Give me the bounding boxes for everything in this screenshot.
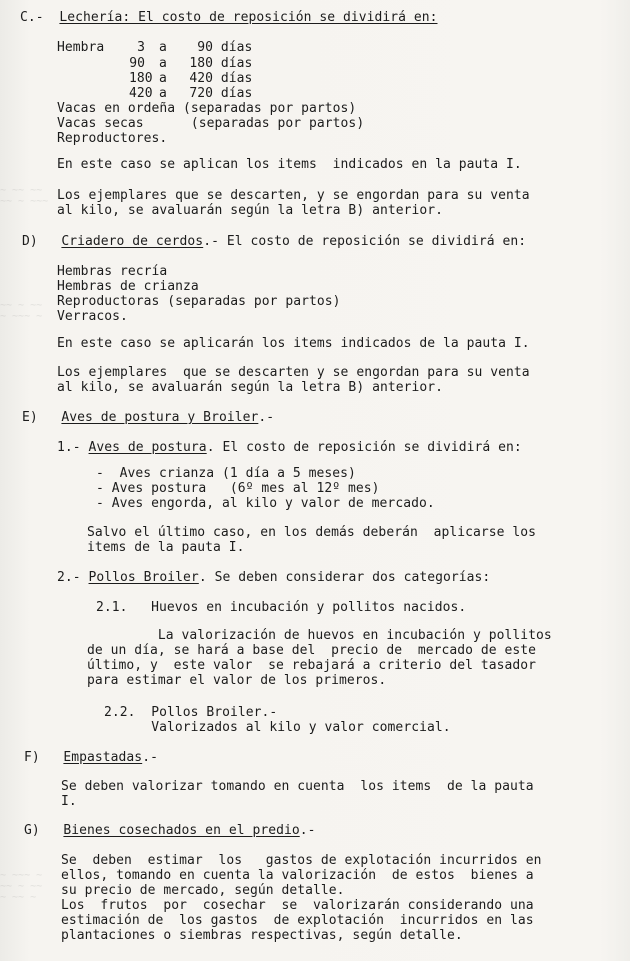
section-e21-heading: 2.1. Huevos en incubación y pollitos nacidos. [96,600,467,615]
section-g-heading: G) Bienes cosechados en el predio.- [24,823,316,838]
section-e22-paragraph: Valorizados al kilo y valor comercial. [104,720,451,735]
section-d-item: Hembras recría [57,264,168,279]
section-c-label: C.- [20,10,44,25]
section-e1-paragraph: items de la pauta I. [87,540,245,555]
section-e21-paragraph: para estimar el valor de los primeros. [87,673,387,688]
section-e2-title: Pollos Broiler [88,570,199,585]
section-e-label: E) [22,410,38,425]
section-d-item: Hembras de crianza [57,279,199,294]
section-g-paragraph: plantaciones o siembras respectivas, según detalle. [61,928,463,943]
section-e21-paragraph: último, y este valor se rebajará a criterio del tasador [87,658,536,673]
section-c-title: Lechería: El costo de reposición se dividirá en: [59,10,438,25]
section-c-item: Reproductores. [57,131,168,146]
section-c-paragraph: En este caso se aplican los items indicados en la pauta I. [57,157,522,172]
section-g-paragraph: Se deben estimar los gastos de explotación incurridos en [61,853,542,868]
section-e1-item: - Aves engorda, al kilo y valor de mercado. [96,496,435,511]
section-f-heading: F) Empastadas.- [24,750,158,765]
section-c-paragraph: al kilo, se avaluarán según la letra B) anterior. [57,203,443,218]
age-row: 180 a 420 días [129,71,253,86]
section-d-heading: D) Criadero de cerdos.- El costo de reposición se dividirá en: [22,234,527,249]
section-d-item: Reproductoras (separadas por partos) [57,294,341,309]
section-g-paragraph: su precio de mercado, según detalle. [61,883,345,898]
section-g-title: Bienes cosechados en el predio [63,823,300,838]
section-e1-item: - Aves postura (6º mes al 12º mes) [96,481,380,496]
age-row: 90 a 180 días [129,56,253,71]
age-row: 420 a 720 días [129,86,253,101]
section-e1-paragraph: Salvo el último caso, en los demás deberán aplicarse los [87,525,536,540]
section-e1-title: Aves de postura [88,440,207,455]
section-d-paragraph: al kilo, se avaluarán según la letra B) anterior. [57,380,443,395]
age-row: Hembra 3 a 90 días [57,40,253,55]
section-d-title: Criadero de cerdos [61,234,204,249]
section-g-paragraph: estimación de los gastos de explotación incurridos en las [61,913,534,928]
bleed-through-mark: ~~ ~ ~~ ~ ~~~ ~ [0,300,43,322]
section-f-label: F) [24,750,40,765]
section-e1-item: - Aves crianza (1 día a 5 meses) [96,466,356,481]
section-f-paragraph: I. [61,794,77,809]
section-c-item: Vacas secas (separadas por partos) [57,116,365,131]
section-d-item: Verracos. [57,309,128,324]
section-d-label: D) [22,234,38,249]
section-c-paragraph: Los ejemplares que se descarten, y se engordan para su venta [57,188,530,203]
section-e21-paragraph: de un día, se hará a base del precio de mercado de este [87,643,536,658]
section-e-title: Aves de postura y Broiler [61,410,259,425]
section-e1-heading: 1.- Aves de postura. El costo de reposición se dividirá en: [57,440,522,455]
section-e-heading: E) Aves de postura y Broiler.- [22,410,275,425]
section-d-paragraph: Los ejemplares que se descarten y se engordan para su venta [57,365,530,380]
section-d-paragraph: En este caso se aplicarán los items indicados de la pauta I. [57,336,530,351]
section-e21-paragraph: La valorización de huevos en incubación y pollitos [87,628,552,643]
section-g-label: G) [24,823,40,838]
section-f-paragraph: Se deben valorizar tomando en cuenta los items de la pauta [61,779,534,794]
section-g-paragraph: ellos, tomando en cuenta la valorización de estos bienes a [61,868,534,883]
section-g-paragraph: Los frutos por cosechar se valorizarán considerando una [61,898,534,913]
bleed-through-mark: ~ ~~ ~~ ~~ ~ ~~~ [0,185,49,207]
section-e2-heading: 2.- Pollos Broiler. Se deben considerar dos categorías: [57,570,491,585]
section-c-item: Vacas en ordeña (separadas por partos) [57,101,357,116]
section-f-title: Empastadas [63,750,143,765]
section-c-heading [20,10,438,25]
section-e22-heading: 2.2. Pollos Broiler.- [104,705,278,720]
bleed-through-mark: ~ ~~~ ~ ~~ ~ ~~ ~ ~~ ~ [0,870,43,903]
